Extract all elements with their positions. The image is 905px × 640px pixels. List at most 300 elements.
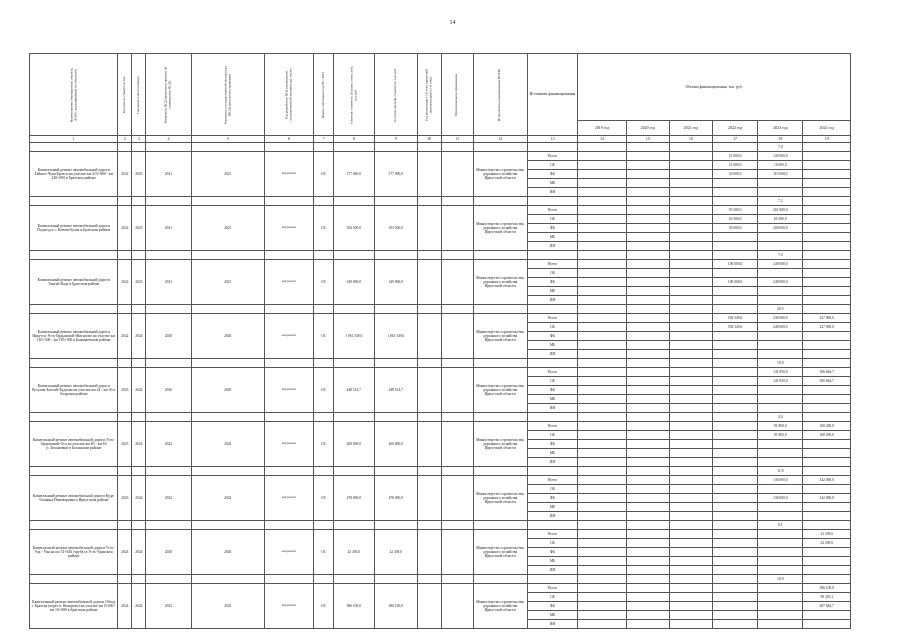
municipality [441, 260, 473, 305]
funding-source: ФБ [527, 278, 578, 287]
year-value: 22 439,6 [803, 530, 851, 539]
cell [626, 359, 669, 368]
funding-source: Всего [527, 152, 578, 161]
executor: Министерство строительства, дорожного хозяйства Иркутской области [473, 368, 527, 413]
year-value [578, 539, 626, 548]
year-value [669, 440, 712, 449]
start-year: 2022 [118, 260, 132, 305]
year-value [578, 152, 626, 161]
year-value [626, 350, 669, 359]
cell [626, 197, 669, 206]
cell [30, 197, 118, 206]
project-row [30, 584, 851, 593]
funding-source: ФБ [527, 602, 578, 611]
work-type: кап.ремонт [264, 530, 314, 575]
year-value [626, 341, 669, 350]
project-code-row [30, 575, 851, 584]
funding-source: ИИ [527, 188, 578, 197]
project-code: 7.4 [758, 251, 803, 260]
header-start-year: Год начала строительства [118, 54, 132, 136]
funding-source: ИИ [527, 620, 578, 629]
year-value [626, 593, 669, 602]
year-value: 306 664,7 [803, 377, 851, 386]
year-value [578, 476, 626, 485]
year-value [669, 458, 712, 467]
year-value: 61 000,0 [758, 215, 803, 224]
year-2024: 2024 год [803, 121, 851, 136]
cell [333, 575, 374, 584]
year-value [626, 278, 669, 287]
cell [712, 143, 757, 152]
header-psd-year: Год разработки ПСД (проведение государственной экспертизы), месяц [264, 54, 314, 136]
cell [712, 413, 757, 422]
year-value [578, 485, 626, 494]
colnum: 15 [626, 136, 669, 143]
year-value [669, 557, 712, 566]
municipality [441, 368, 473, 413]
year-value [669, 611, 712, 620]
funding-source: МБ [527, 287, 578, 296]
start-year: 2024 [118, 584, 132, 629]
cell [417, 359, 441, 368]
header-end-year: Год ввода в эксплуатацию [132, 54, 146, 136]
cell [527, 467, 578, 476]
year-value [758, 188, 803, 197]
cell [146, 251, 191, 260]
cell [473, 197, 527, 206]
year-value: 136 000,0 [758, 494, 803, 503]
year-value [669, 206, 712, 215]
header-ownership: Форма собственности (ГС/ МС) [314, 54, 333, 136]
colnum: 6 [264, 136, 314, 143]
year-value [758, 620, 803, 629]
cell [473, 521, 527, 530]
year-value [803, 152, 851, 161]
year-value [626, 431, 669, 440]
cell [146, 197, 191, 206]
year-value: 342 000,0 [803, 476, 851, 485]
year-value: 43 500,0 [712, 215, 757, 224]
colnum: 4 [146, 136, 191, 143]
year-value [578, 422, 626, 431]
psd-year: 2020 [146, 368, 191, 413]
year-value [578, 278, 626, 287]
project-code-row [30, 143, 851, 152]
cell [314, 521, 333, 530]
colnum: 19 [803, 136, 851, 143]
end-year: 2024 [132, 530, 146, 575]
year-value [578, 350, 626, 359]
cell [118, 575, 132, 584]
year-value [758, 539, 803, 548]
cell [30, 575, 118, 584]
colnum: 16 [669, 136, 712, 143]
year-value: 168 200,0 [803, 422, 851, 431]
cell [578, 305, 626, 314]
year-value [712, 179, 757, 188]
end-year: 2023 [132, 206, 146, 251]
year-value [712, 296, 757, 305]
cell [417, 305, 441, 314]
colnum: 5 [191, 136, 264, 143]
cell [146, 143, 191, 152]
funding-source: ИИ [527, 566, 578, 575]
year-value [578, 242, 626, 251]
year-value [626, 179, 669, 188]
project-code: 20.5 [758, 305, 803, 314]
cell [803, 251, 851, 260]
year-value [578, 602, 626, 611]
cell [333, 305, 374, 314]
cell [132, 251, 146, 260]
year-value [578, 449, 626, 458]
year-value: 141 850,0 [758, 377, 803, 386]
header-row [30, 54, 851, 121]
year-value [669, 530, 712, 539]
header-realization: Год реализации (1-й этап проектной документации) (1-й этап) [417, 54, 441, 136]
year-value [578, 170, 626, 179]
year-value: 22 439,6 [803, 539, 851, 548]
colnum: 14 [578, 136, 626, 143]
colnum: 9 [374, 136, 417, 143]
ownership: ОС [314, 476, 333, 521]
colnum: 1 [30, 136, 118, 143]
year-value [712, 350, 757, 359]
year-value [712, 431, 757, 440]
cell [473, 359, 527, 368]
header-years-title: Объемы финансирования, тыс. руб. [578, 54, 851, 121]
cell [669, 305, 712, 314]
year-value [669, 224, 712, 233]
municipality [441, 530, 473, 575]
year-value [712, 494, 757, 503]
year-value [578, 503, 626, 512]
funding-source: МБ [527, 395, 578, 404]
year-value [758, 440, 803, 449]
year-value: 249 000,0 [758, 278, 803, 287]
header-municipality: Муниципальное образование [441, 54, 473, 136]
year-value [669, 548, 712, 557]
psd-year: 2022 [146, 584, 191, 629]
municipality [441, 584, 473, 629]
year-value [758, 593, 803, 602]
year-value: 110 000,0 [758, 170, 803, 179]
year-value [578, 332, 626, 341]
realization [417, 314, 441, 359]
year-value [803, 458, 851, 467]
funding-source: МБ [527, 611, 578, 620]
year-value [578, 494, 626, 503]
year-value [669, 350, 712, 359]
cell [417, 521, 441, 530]
cell [669, 251, 712, 260]
start-year: 2023 [118, 476, 132, 521]
cell [626, 521, 669, 530]
realization [417, 206, 441, 251]
funding-source: ОБ [527, 593, 578, 602]
year-value [669, 170, 712, 179]
project-code: 0.1 [758, 521, 803, 530]
funding-source: МБ [527, 503, 578, 512]
colnum: 18 [758, 136, 803, 143]
work-type: кап.ремонт [264, 584, 314, 629]
year-value [578, 512, 626, 521]
year-value [803, 233, 851, 242]
cell [626, 413, 669, 422]
project-code-row [30, 467, 851, 476]
year-value [669, 449, 712, 458]
project-name: Капитальный ремонт автомобильной дороги Подъезд к с. Ключи-Булак в Братском районе [30, 206, 118, 251]
executor: Министерство строительства, дорожного хозяйства Иркутской области [473, 206, 527, 251]
funding-source: Всего [527, 530, 578, 539]
cell [626, 575, 669, 584]
year-value [803, 260, 851, 269]
cell [803, 575, 851, 584]
cell [374, 467, 417, 476]
funding-source: МБ [527, 341, 578, 350]
year-value [669, 593, 712, 602]
cell [132, 521, 146, 530]
cell [527, 305, 578, 314]
cell [314, 575, 333, 584]
year-value: 261 000,0 [758, 206, 803, 215]
year-value [758, 530, 803, 539]
cell [146, 467, 191, 476]
year-2022: 2022 год [712, 121, 757, 136]
year-value [669, 620, 712, 629]
year-value [758, 485, 803, 494]
year-value: 227 000,0 [803, 314, 851, 323]
cell [118, 305, 132, 314]
year-value: 240 000,0 [758, 323, 803, 332]
remaining-cost: 448 514,7 [374, 368, 417, 413]
project-code: 2.0 [758, 413, 803, 422]
year-value [578, 530, 626, 539]
cell [417, 251, 441, 260]
funding-source: МБ [527, 179, 578, 188]
estimated-cost: 448 514,7 [333, 368, 374, 413]
year-value [578, 611, 626, 620]
year-value [626, 548, 669, 557]
year-value: 21 000,0 [712, 161, 757, 170]
year-value [669, 485, 712, 494]
year-value: 126 000,0 [758, 152, 803, 161]
funding-source: Всего [527, 476, 578, 485]
cell [333, 413, 374, 422]
year-value [758, 395, 803, 404]
year-value [803, 278, 851, 287]
start-year: 2024 [118, 530, 132, 575]
funding-source: ИИ [527, 296, 578, 305]
project-row [30, 530, 851, 539]
colnum: 10 [417, 136, 441, 143]
year-value [626, 503, 669, 512]
cell [333, 143, 374, 152]
cell [626, 467, 669, 476]
cell [626, 305, 669, 314]
project-code: 11.8 [758, 467, 803, 476]
funding-source: ФБ [527, 440, 578, 449]
psd-year: 2022 [146, 422, 191, 467]
cell [146, 521, 191, 530]
year-value: 249 000,0 [758, 260, 803, 269]
year-2021: 2021 год [669, 121, 712, 136]
year-value [712, 368, 757, 377]
funding-source: ИИ [527, 458, 578, 467]
cell [626, 143, 669, 152]
funding-source: ОБ [527, 539, 578, 548]
ownership: ОС [314, 422, 333, 467]
year-value [669, 377, 712, 386]
year-value [578, 377, 626, 386]
year-value [626, 215, 669, 224]
project-code: 10.0 [758, 575, 803, 584]
year-value [626, 170, 669, 179]
year-value [578, 215, 626, 224]
cell [473, 143, 527, 152]
end-year: 2024 [132, 422, 146, 467]
cell [191, 305, 264, 314]
year-value [578, 341, 626, 350]
end-year: 2024 [132, 476, 146, 521]
year-value: 594 349,6 [712, 323, 757, 332]
year-value [626, 422, 669, 431]
executor: Министерство строительства, дорожного хозяйства Иркутской области [473, 152, 527, 197]
psd-year: 2021 [146, 206, 191, 251]
funding-source: ФБ [527, 332, 578, 341]
estimated-cost: 386 100,0 [333, 584, 374, 629]
cell [578, 143, 626, 152]
cell [314, 197, 333, 206]
year-value [578, 269, 626, 278]
year-value [669, 404, 712, 413]
year-value [669, 431, 712, 440]
header-cost: Сметная стоимость (в ценах соотв. лет), тыс.руб. [333, 54, 374, 136]
cell [712, 197, 757, 206]
year-value [669, 332, 712, 341]
year-value [712, 458, 757, 467]
cell [146, 413, 191, 422]
year-value [712, 503, 757, 512]
year-value: 50 000,0 [712, 224, 757, 233]
year-value [578, 224, 626, 233]
cell [578, 575, 626, 584]
project-code-row [30, 521, 851, 530]
year-value [712, 611, 757, 620]
cell [417, 575, 441, 584]
year-value [803, 188, 851, 197]
work-type: кап.ремонт [264, 422, 314, 467]
year-value [626, 458, 669, 467]
year-value [626, 377, 669, 386]
cell [191, 521, 264, 530]
cell [441, 575, 473, 584]
year-value [803, 296, 851, 305]
year-value [669, 278, 712, 287]
year-value [803, 404, 851, 413]
year-value [626, 440, 669, 449]
cell [191, 197, 264, 206]
cell [264, 359, 314, 368]
work-type: кап.ремонт [264, 206, 314, 251]
year-value [803, 512, 851, 521]
year-value [669, 341, 712, 350]
year-value [669, 422, 712, 431]
psd-year: 2020 [146, 530, 191, 575]
year-value [803, 485, 851, 494]
year-value: 93 500,0 [712, 206, 757, 215]
year-value [626, 287, 669, 296]
cell [374, 575, 417, 584]
cell [669, 413, 712, 422]
project-name: Капитальный ремонт автомобильной дороги Кутулик-Бахтай-Хадахан на участке км 24 - км 43 в Аларском районе [30, 368, 118, 413]
year-value [712, 476, 757, 485]
cell [803, 521, 851, 530]
year-value [669, 179, 712, 188]
funding-source: ОБ [527, 269, 578, 278]
year-value [626, 152, 669, 161]
year-value [578, 179, 626, 188]
year-value [758, 449, 803, 458]
colnum: 11 [441, 136, 473, 143]
municipality [441, 422, 473, 467]
project-code: 19.0 [758, 359, 803, 368]
cell [30, 413, 118, 422]
year-value [712, 188, 757, 197]
year-value [626, 476, 669, 485]
cell [712, 305, 757, 314]
project-row [30, 152, 851, 161]
year-value [626, 206, 669, 215]
year-value: 30 000,0 [712, 170, 757, 179]
year-2019: 2019 год [578, 121, 626, 136]
year-value [712, 341, 757, 350]
project-rows [30, 143, 851, 629]
year-value [712, 548, 757, 557]
year-value [712, 332, 757, 341]
year-value [803, 224, 851, 233]
year-value: 168 200,0 [803, 431, 851, 440]
year-value [758, 584, 803, 593]
cell [473, 251, 527, 260]
year-value [758, 242, 803, 251]
year-value [626, 494, 669, 503]
project-code-row [30, 251, 851, 260]
year-value [758, 602, 803, 611]
year-value [758, 512, 803, 521]
project-code-row [30, 305, 851, 314]
funding-source: ОБ [527, 161, 578, 170]
year-value [803, 341, 851, 350]
cell [441, 359, 473, 368]
cell [527, 251, 578, 260]
expertise-year: 2020 [191, 368, 264, 413]
year-value [758, 386, 803, 395]
cell [30, 521, 118, 530]
project-code-row [30, 413, 851, 422]
year-value [626, 449, 669, 458]
cell [191, 359, 264, 368]
funding-source: ИИ [527, 512, 578, 521]
funding-source: ФБ [527, 170, 578, 179]
cell [473, 305, 527, 314]
year-value [712, 422, 757, 431]
cell [314, 305, 333, 314]
expertise-year: 2022 [191, 476, 264, 521]
project-row [30, 476, 851, 485]
year-value [803, 206, 851, 215]
cell [146, 575, 191, 584]
